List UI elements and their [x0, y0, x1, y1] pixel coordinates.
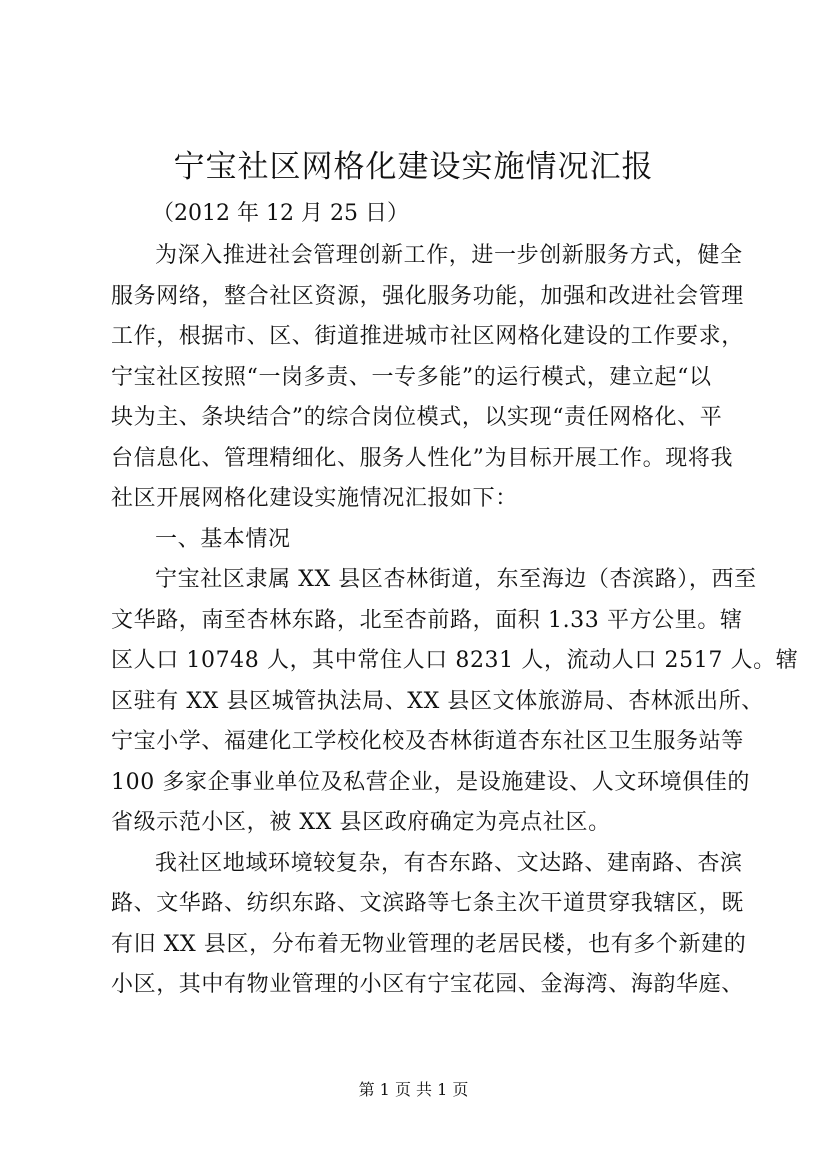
body-text-line: 宁宝社区按照“一岗多责、一专多能”的运行模式，建立起“以: [111, 364, 712, 390]
body-text-line: 块为主、条块结合”的综合岗位模式，以实现“责任网格化、平: [111, 405, 723, 430]
page-number-footer: 第 1 页 共 1 页: [358, 1080, 469, 1099]
body-text-line: 路、文华路、纺织东路、文滨路等七条主次干道贯穿我辖区，既: [111, 891, 744, 916]
body-text-line: 一、基本情况: [155, 526, 291, 552]
body-text-line: 社区开展网格化建设实施情况汇报如下：: [111, 486, 518, 511]
body-text-line: 宁宝小学、福建化工学校化校及杏林街道杏东社区卫生服务站等: [111, 729, 744, 754]
body-text-line: 区人口 10748 人，其中常住人口 8231 人，流动人口 2517 人。辖: [111, 648, 799, 673]
body-text-line: 工作，根据市、区、街道推进城市社区网格化建设的工作要求，: [111, 324, 744, 349]
body-text-line: 宁宝社区隶属 XX 县区杏林街道，东至海边（杏滨路），西至: [155, 567, 757, 592]
body-text-line: 100 多家企事业单位及私营企业，是设施建设、人文环境俱佳的: [111, 769, 750, 795]
body-text-line: 台信息化、管理精细化、服务人性化”为目标开展工作。现将我: [111, 445, 734, 471]
body-text-line: 服务网络，整合社区资源，强化服务功能，加强和改进社会管理: [111, 283, 744, 309]
body-text-line: 省级示范小区，被 XX 县区政府确定为亮点社区。: [111, 810, 611, 835]
body-text-line: 小区，其中有物业管理的小区有宁宝花园、金海湾、海韵华庭、: [111, 972, 744, 997]
body-text-line: 文华路，南至杏林东路，北至杏前路，面积 1.33 平方公里。辖: [111, 607, 743, 633]
body-text-line: 为深入推进社会管理创新工作，进一步创新服务方式，健全: [155, 243, 743, 268]
body-text-line: 区驻有 XX 县区城管执法局、XX 县区文体旅游局、杏林派出所、: [111, 688, 764, 714]
document-title: 宁宝社区网格化建设实施情况汇报: [173, 149, 654, 185]
body-text-line: 我社区地域环境较复杂，有杏东路、文达路、建南路、杏滨: [155, 850, 743, 876]
document-body: [111, 236, 799, 1006]
body-text-line: 有旧 XX 县区，分布着无物业管理的老居民楼，也有多个新建的: [111, 931, 747, 957]
document-date: （2012 年 12 月 25 日）: [152, 201, 409, 226]
